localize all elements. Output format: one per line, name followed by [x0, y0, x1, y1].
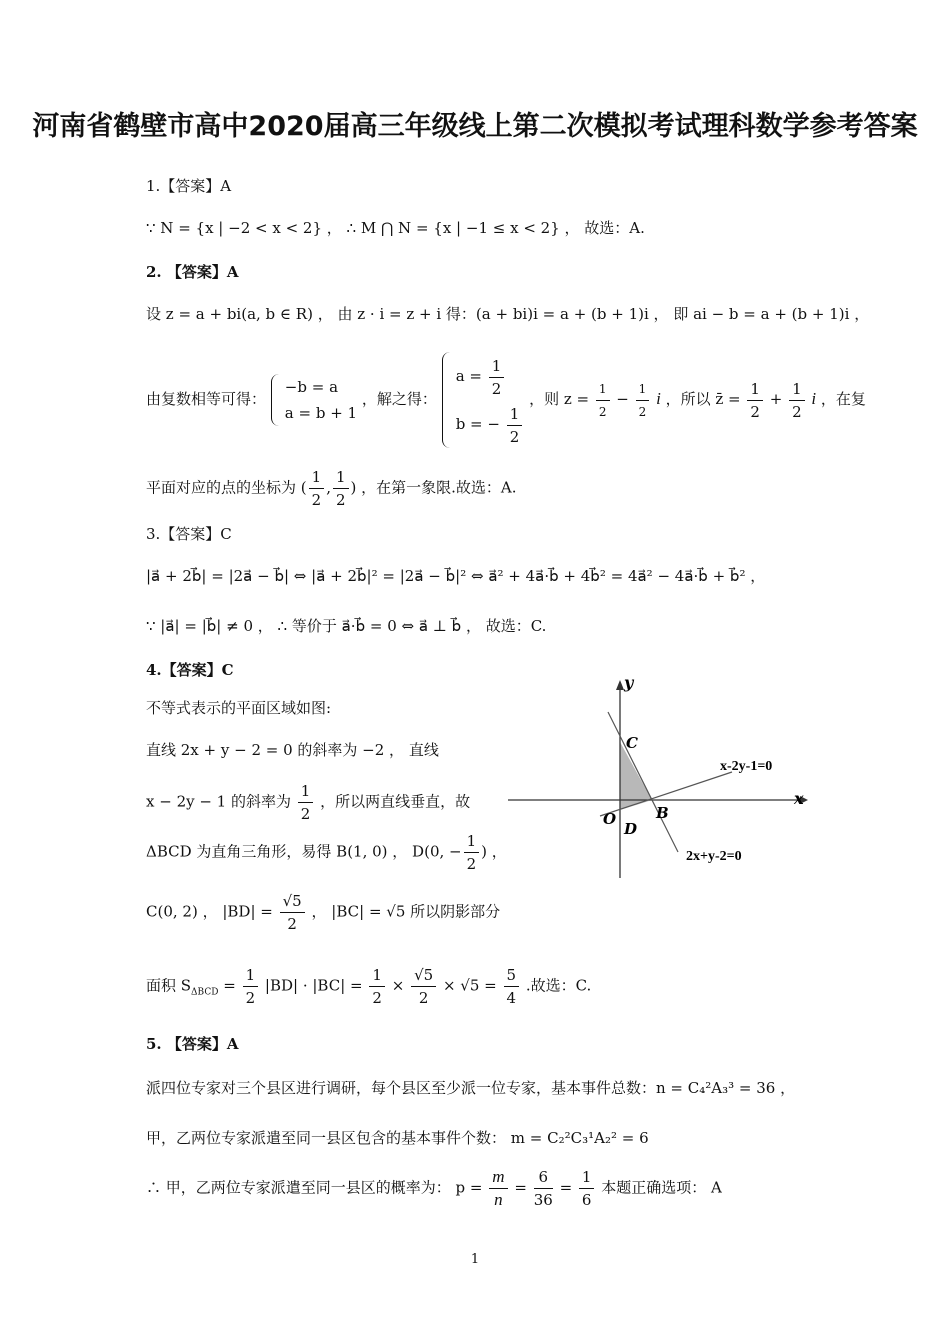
system1-row1: −b = a: [284, 378, 339, 396]
q2-solution-system: [442, 352, 525, 448]
fraction-five-fourths: $\frac{5}{4}$: [504, 964, 520, 1009]
q2-end-text: ，在复: [820, 390, 866, 408]
fraction-m-over-n: $\frac{m}{n}$: [489, 1166, 507, 1211]
q3-header: 3.【答案】C: [146, 525, 232, 543]
point-b-label: B: [656, 804, 669, 822]
system2-row2: [456, 400, 525, 448]
q5-line3-prefix: ∴ 甲，乙两位专家派遣至同一县区的概率为： p =: [146, 1178, 483, 1197]
fraction-one-half: $\frac{1}{2}$: [298, 780, 314, 825]
y-axis-label: y: [624, 673, 634, 692]
q4-line5: [146, 890, 500, 935]
q5-line3: [146, 1166, 722, 1211]
brace-left: [442, 352, 453, 448]
fraction-one-half: $\frac{1}{2}$: [309, 466, 325, 511]
fraction-one-half: $\frac{1}{2}$: [596, 378, 610, 423]
page-number: 1: [470, 1252, 480, 1267]
times-sign: ×: [391, 976, 405, 995]
system1-row2: a = b + 1: [284, 404, 358, 422]
q4-header: 4.【答案】C: [146, 661, 234, 679]
q5-line1: 派四位专家对三个县区进行调研，每个县区至少派一位专家，基本事件总数：n = C₄²A₃³ = 36 ，: [146, 1079, 796, 1097]
q2-solution-line3: 平面对应的点的坐标为 ( $\frac{1}{2}$ , $\frac{1}{2}$ ) ，在第一象限.故选：A.: [146, 468, 517, 509]
q2-line2-prefix: 由复数相等可得：: [146, 390, 267, 408]
b-equals: b = −: [455, 415, 500, 433]
q5-header: 5. 【答案】A: [146, 1035, 239, 1053]
fraction-one-half: $\frac{1}{2}$: [789, 378, 805, 423]
q4-line6-suffix: .故选：C.: [525, 976, 592, 995]
fraction-one-half: $\frac{1}{2}$: [369, 964, 385, 1009]
fraction-one-half: $\frac{1}{2}$: [489, 355, 505, 400]
q2-then-text: ，则 z =: [529, 390, 590, 408]
fraction-one-half: $\frac{1}{2}$: [243, 964, 259, 1009]
q5-line2: 甲，乙两位专家派遣至同一县区包含的基本事件个数： m = C₂²C₃¹A₂² = 6: [146, 1129, 649, 1147]
line-2x-y-2-label: 2x+y-2=0: [686, 849, 742, 864]
times-sqrt5: × √5 =: [442, 976, 497, 995]
bd-times-bc: |BD| · |BC| =: [264, 976, 363, 995]
q5-line3-suffix: 本题正确选项： A: [601, 1178, 722, 1197]
line-2x-y-2: [608, 712, 678, 852]
fraction-6-over-36: $\frac{6}{36}$: [533, 1168, 553, 1209]
q4-line5-suffix: ， |BC| = √5 所以阴影部分: [311, 902, 501, 921]
fraction-1-over-6: $\frac{1}{6}$: [579, 1166, 595, 1211]
q2-solution-line2: 由复数相等可得： −b = a a = b + 1 ，解之得： a = $\frac{1}{2}$ b = − $\frac{1}{2}$ ，则 z = $\frac{1}{2}$ − $\frac{1}{2}$ i ，所以 z̄ = $\frac{1}{2}$ + $\frac{1}{2}$ i ，在复: [146, 352, 866, 448]
q2-line3-suffix: ，在第一象限.故选：A.: [361, 478, 517, 497]
q2-solution-line1: 设 z = a + bi(a, b ∈ R) ， 由 z · i = z + i 得：(a + bi)i = a + (b + 1)i ， 即 ai − b = a + (b + 1)i ，: [146, 305, 870, 323]
minus-sign: −: [616, 390, 629, 408]
fraction-sqrt5-over-2: $\frac{√5}{2}$: [411, 964, 436, 1009]
q4-line3-suffix: ，所以两直线垂直，故: [320, 792, 471, 811]
point-c-label: C: [626, 734, 638, 752]
origin-label: O: [603, 810, 617, 828]
q2-header: 2. 【答案】A: [146, 263, 239, 281]
q2-so-text: ，所以 z̄ =: [665, 390, 741, 408]
q3-solution-line1: |a⃗ + 2b⃗| = |2a⃗ − b⃗| ⇔ |a⃗ + 2b⃗|² = |2a⃗ − b⃗|² ⇔ a⃗² + 4a⃗·b⃗ + 4b⃗² = 4a⃗² − 4a⃗·b⃗ + b⃗² ，: [146, 567, 766, 585]
equals: =: [223, 976, 236, 995]
q4-line3-prefix: x − 2y − 1 的斜率为: [146, 792, 291, 811]
area-subscript: ΔBCD: [191, 987, 219, 998]
line-x-2y-1-label: x-2y-1=0: [720, 759, 773, 774]
q4-line4-prefix: ΔBCD 为直角三角形，易得 B(1, 0) ， D(0, −: [146, 842, 462, 861]
fraction-one-half: $\frac{1}{2}$: [747, 378, 763, 423]
q4-line3: [146, 780, 470, 825]
point-d-label: D: [624, 820, 638, 838]
fraction-one-half: $\frac{1}{2}$: [333, 466, 349, 511]
x-axis-label: x: [794, 789, 804, 808]
q2-solve-text: ，解之得：: [361, 390, 437, 408]
brace-left: [271, 374, 282, 426]
q4-line2: 直线 2x + y − 2 = 0 的斜率为 −2 ， 直线: [146, 741, 439, 759]
q2-line3-prefix: 平面对应的点的坐标为: [146, 478, 297, 497]
plus-sign: +: [769, 390, 783, 408]
area-label: 面积 S: [146, 976, 192, 995]
fraction-one-half: $\frac{1}{2}$: [636, 378, 650, 423]
y-axis-arrow: [616, 680, 624, 690]
q4-line1: 不等式表示的平面区域如图:: [146, 699, 332, 717]
q4-line4: [146, 830, 507, 875]
fraction-one-half: $\frac{1}{2}$: [464, 830, 480, 875]
fraction-sqrt5-over-2: $\frac{√5}{2}$: [280, 890, 305, 935]
q1-header: 1.【答案】A: [146, 177, 232, 195]
system2-row1: [456, 352, 525, 400]
q2-equation-system: [271, 374, 357, 426]
q3-solution-line2: ∵ |a⃗| = |b⃗| ≠ 0 ， ∴ 等价于 a⃗·b⃗ = 0 ⇔ a⃗ ⊥ b⃗ ， 故选：C.: [146, 617, 547, 635]
a-equals: a =: [455, 367, 482, 385]
q4-line5-prefix: C(0, 2) ， |BD| =: [146, 902, 273, 921]
q4-line6: [146, 964, 591, 1009]
equals: =: [559, 1178, 573, 1197]
q1-solution: ∵ N = {x | −2 < x < 2} ， ∴ M ⋂ N = {x | −1 ≤ x < 2} ， 故选：A.: [146, 219, 645, 237]
q4-line4-suffix: ) ，: [481, 842, 507, 861]
equals: =: [514, 1178, 527, 1197]
page-title: 河南省鹤壁市高中2020届高三年级线上第二次模拟考试理科数学参考答案: [32, 111, 918, 142]
q4-region-diagram: [500, 668, 820, 888]
fraction-one-half: $\frac{1}{2}$: [507, 403, 523, 448]
